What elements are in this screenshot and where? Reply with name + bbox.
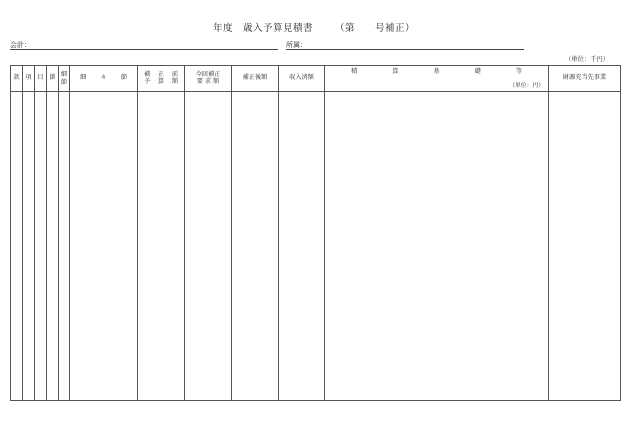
col-pre-budget-char: 額 xyxy=(171,77,178,85)
cell-received[interactable] xyxy=(279,92,325,401)
col-saisai-char: 細 xyxy=(80,74,87,82)
cell-request[interactable] xyxy=(185,92,232,401)
col-saisai-char: 々 xyxy=(100,74,107,82)
col-request xyxy=(185,66,232,92)
col-pre-budget-char: 正 xyxy=(157,70,165,78)
cell-saisai[interactable] xyxy=(70,92,138,401)
col-request-line2: 要 求 額 xyxy=(196,77,220,85)
account-field xyxy=(10,40,31,50)
col-moku: 目 xyxy=(35,66,47,92)
col-after: 補正後額 xyxy=(232,66,279,92)
col-received: 収入済額 xyxy=(279,66,325,92)
col-setsu: 節 xyxy=(47,66,59,92)
col-basis-char: 積 xyxy=(351,68,358,75)
header-row xyxy=(11,66,621,92)
col-kou: 項 xyxy=(23,66,35,92)
col-kan: 款 xyxy=(11,66,23,92)
estimate-table xyxy=(10,65,621,401)
col-request-line1: 今回補正 xyxy=(195,70,221,78)
account-label: 会計： xyxy=(10,41,31,49)
col-basis-char: 等 xyxy=(515,68,522,75)
col-basis-unit: （単位：円） xyxy=(509,82,544,89)
cell-basis[interactable] xyxy=(325,92,549,401)
account-line xyxy=(10,49,278,50)
col-pre-budget-char: 算 xyxy=(157,77,165,85)
cell-after[interactable] xyxy=(232,92,279,401)
department-label: 所属： xyxy=(286,41,307,49)
table-row xyxy=(11,92,621,401)
title-revision: （第 号補正） xyxy=(335,23,416,34)
cell-moku[interactable] xyxy=(35,92,47,401)
cell-funding[interactable] xyxy=(549,92,621,401)
cell-kou[interactable] xyxy=(23,92,35,401)
unit-note: （単位：千円） xyxy=(565,56,610,63)
col-saisai-char: 節 xyxy=(120,74,127,82)
cell-kan[interactable] xyxy=(11,92,23,401)
cell-saimoku[interactable] xyxy=(59,92,70,401)
col-basis xyxy=(325,66,549,92)
col-saimoku-label: 細節 xyxy=(60,71,68,86)
cell-pre-budget[interactable] xyxy=(138,92,185,401)
col-funding: 財源充当先事業 xyxy=(549,66,621,92)
col-basis-char: 基 xyxy=(433,68,440,75)
col-saisai xyxy=(70,66,138,92)
col-pre-budget-char: 前 xyxy=(171,70,178,78)
col-pre-budget-char: 予 xyxy=(144,77,151,85)
col-basis-char: 礎 xyxy=(474,68,481,75)
cell-setsu[interactable] xyxy=(47,92,59,401)
col-saimoku xyxy=(59,66,70,92)
department-line xyxy=(286,49,524,50)
department-field xyxy=(286,40,307,50)
col-pre-budget-char: 補 xyxy=(144,70,151,78)
col-basis-char: 算 xyxy=(392,68,399,75)
col-pre-budget xyxy=(138,66,185,92)
title-main: 年度 歳入予算見積書 xyxy=(213,23,314,34)
